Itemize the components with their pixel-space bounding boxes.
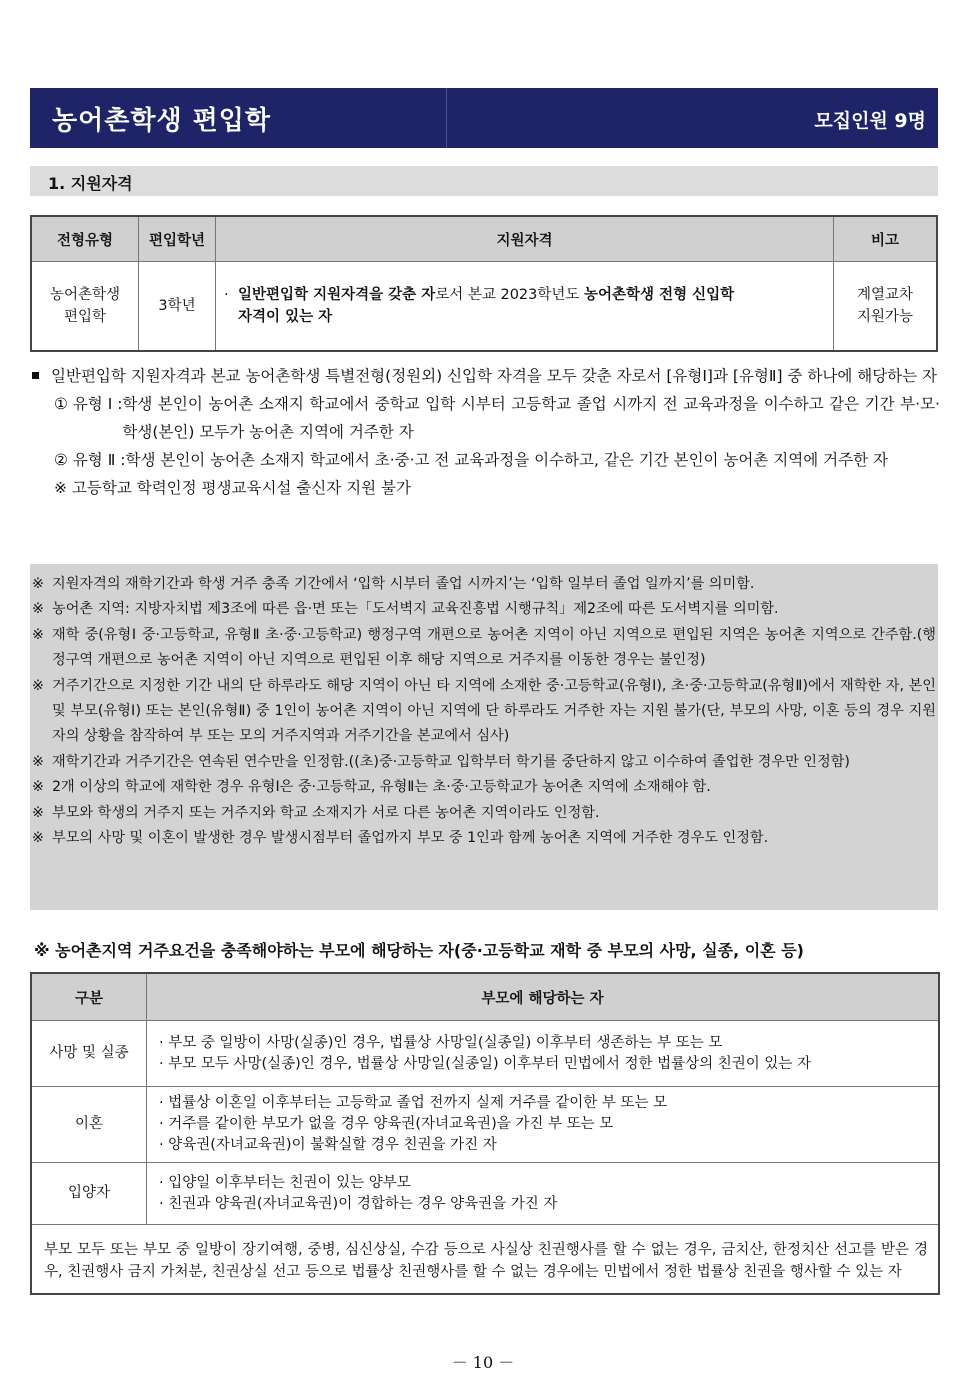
note-item	[30, 674, 936, 750]
table-header-row	[31, 973, 939, 1021]
type2-label: ② 유형 Ⅱ :	[54, 451, 126, 469]
note-text: 재학 중(유형Ⅰ 중·고등학교, 유형Ⅱ 초·중·고등학교) 행정구역 개편으로 농어촌 지역이 아닌 지역으로 편입된 지역은 농어촌 지역으로 간주함.(행정구역 개편으로 농어촌 지역이 아닌 지역으로 편입된 이후 해당 지역으로 거주지를 이동한 경우는 불인정)	[52, 626, 936, 669]
quota-label: 모집인원 9명	[814, 110, 926, 132]
type2-text: 학생 본인이 농어촌 소재지 학교에서 초·중·고 전 교육과정을 이수하고, 같은 기간 본인이 농어촌 지역에 거주한 자	[125, 451, 888, 469]
page-number: － 10 －	[451, 1353, 515, 1372]
eligibility-table	[30, 215, 938, 352]
remarks-line: 계열교차	[856, 287, 914, 303]
note-item	[30, 750, 936, 775]
qual-bold: 자격이 있는 자	[238, 309, 333, 325]
qualification-text	[224, 284, 832, 328]
table-footer-row	[31, 1225, 939, 1295]
note-text: 부모의 사망 및 이혼이 발생한 경우 발생시점부터 졸업까지 부모 중 1인과 함께 농어촌 지역에 거주한 경우도 인정함.	[52, 830, 769, 847]
type1-text: 학생 본인이 농어촌 소재지 학교에서 중학교 입학 시부터 고등학교 졸업 시까지 전 교육과정을 이수하고 같은 기간 부·모·학생(본인) 모두가 농어촌 지역에 거주한 자	[122, 395, 940, 441]
items-cell	[147, 1087, 940, 1163]
col-header-type: 전형유형	[31, 216, 139, 262]
list-item: · 법률상 이혼일 이후부터는 고등학교 졸업 전까지 실제 거주를 같이한 부 또는 모	[159, 1095, 668, 1111]
table-row	[31, 1021, 939, 1087]
note-item	[30, 775, 936, 800]
square-bullet-icon	[32, 372, 39, 379]
note-mark: ※	[32, 830, 44, 847]
note-text: 거주기간으로 지정한 기간 내의 단 하루라도 해당 지역이 아닌 타 지역에 소재한 중·고등학교(유형Ⅰ), 초·중·고등학교(유형Ⅱ)에서 재학한 자, 본인 및 부모(유형Ⅰ) 또는 본인(유형Ⅱ) 중 1인이 농어촌 지역이 아닌 지역에 단 하루라도 거주한 자는 지원 불가(단, 부모의 사망, 이혼 등의 경우 지원자의 상황을 참작하여 부 또는 모의 거주지역과 거주기간을 본교에서 심사)	[52, 677, 936, 745]
col-header-qualification: 지원자격	[216, 216, 834, 262]
page-header	[30, 88, 938, 148]
category-cell: 사망 및 실종	[31, 1021, 147, 1087]
bullet: ·	[224, 287, 229, 303]
note-item	[30, 572, 936, 597]
cell-grade: 3학년	[139, 262, 216, 352]
category-cell: 이혼	[31, 1087, 147, 1163]
list-item: · 부모 모두 사망(실종)인 경우, 법률상 사망일(실종일) 이후부터 민법에서 정한 법률상의 친권이 있는 자	[159, 1055, 812, 1072]
eligibility-description	[30, 362, 940, 502]
section2-title: ※ 농어촌지역 거주요건을 충족해야하는 부모에 해당하는 자(중·고등학교 재학 중 부모의 사망, 실종, 이혼 등)	[34, 941, 804, 960]
list-item: · 거주를 같이한 부모가 없을 경우 양육권(자녀교육권)을 가진 부 또는 모	[159, 1116, 614, 1132]
note-mark: ※	[32, 576, 44, 592]
note-text: 재학기간과 거주기간은 연속된 연수만을 인정함.((초)중·고등학교 입학부터 학기를 중단하지 않고 이수하여 졸업한 경우만 인정함)	[52, 753, 850, 770]
col-header-category: 구분	[31, 973, 147, 1021]
note-text: 지원자격의 재학기간과 학생 거주 충족 기간에서 ‘입학 시부터 졸업 시까지’는 ‘입학 일부터 졸업 일까지’를 의미함.	[52, 576, 755, 592]
page-title: 농어촌학생 편입학	[52, 106, 271, 136]
footer-cell: 부모 모두 또는 부모 중 일방이 장기여행, 중병, 심신상실, 수감 등으로 사실상 친권행사를 할 수 없는 경우, 금치산, 한정치산 선고를 받은 경우, 친권행사 금지 가처분, 친권상실 선고 등으로 법률상 친권행사를 할 수 없는 경우에는 민법에서 정한 법률상 친권을 행사할 수 있는 자	[31, 1225, 939, 1295]
list-item: · 양육권(자녀교육권)이 불확실할 경우 친권을 가진 자	[159, 1137, 497, 1153]
qual-plain: 로서 본교 2023학년도	[435, 287, 585, 303]
note-item	[30, 597, 936, 622]
note-text: 부모와 학생의 거주지 또는 거주지와 학교 소재지가 서로 다른 농어촌 지역이라도 인정함.	[52, 804, 600, 821]
table-row	[31, 1087, 939, 1163]
note-item	[30, 826, 936, 851]
list-item: · 친권과 양육권(자녀교육권)이 경합하는 경우 양육권을 가진 자	[159, 1195, 558, 1212]
col-header-remarks: 비고	[834, 216, 938, 262]
note-mark: ※	[32, 677, 44, 694]
note-text: 2개 이상의 학교에 재학한 경우 유형Ⅰ은 중·고등학교, 유형Ⅱ는 초·중·고등학교가 농어촌 지역에 소재해야 함.	[52, 779, 711, 796]
notes-list	[30, 572, 936, 851]
note-mark: ※	[32, 626, 44, 643]
items-cell	[147, 1021, 940, 1087]
exclusion-note: ※ 고등학교 학력인정 평생교육시설 출신자 지원 불가	[54, 479, 411, 497]
qual-bold: 농어촌학생 전형 신입학	[584, 287, 735, 303]
items-cell	[147, 1163, 940, 1225]
cell-remarks	[834, 262, 938, 352]
intro-text: 일반편입학 지원자격과 본교 농어촌학생 특별전형(정원외) 신입학 자격을 모두 갖춘 자로서 [유형Ⅰ]과 [유형Ⅱ] 중 하나에 해당하는 자	[51, 367, 938, 385]
category-cell: 입양자	[31, 1163, 147, 1225]
cell-type	[31, 262, 139, 352]
type2-item	[30, 446, 940, 474]
note-mark: ※	[32, 804, 44, 821]
remarks-line: 지원가능	[856, 309, 914, 325]
note-item	[30, 801, 936, 826]
intro-paragraph	[30, 362, 940, 390]
section-title-bar	[30, 166, 938, 196]
note-mark: ※	[32, 753, 44, 770]
header-divider	[446, 88, 447, 148]
table-row	[31, 1163, 939, 1225]
type1-item	[30, 390, 940, 446]
table-header-row	[31, 216, 937, 262]
qual-bold: 일반편입학 지원자격을 갖춘 자	[238, 287, 436, 303]
section-title: 1. 지원자격	[48, 174, 133, 193]
list-item: · 부모 중 일방이 사망(실종)인 경우, 법률상 사망일(실종일) 이후부터 생존하는 부 또는 모	[159, 1034, 723, 1051]
note-text: 농어촌 지역: 지방자치법 제3조에 따른 읍·면 또는「도서벽지 교육진흥법 시행규칙」제2조에 따른 도서벽지를 의미함.	[52, 601, 779, 618]
cell-qualification	[216, 262, 834, 352]
col-header-parent: 부모에 해당하는 자	[147, 973, 940, 1021]
col-header-grade: 편입학년	[139, 216, 216, 262]
type-line: 농어촌학생	[49, 287, 121, 303]
note-mark: ※	[32, 601, 44, 618]
note-item	[30, 623, 936, 674]
list-item: · 입양일 이후부터는 친권이 있는 양부모	[159, 1174, 411, 1191]
type-line: 편입학	[63, 309, 107, 325]
table-row	[31, 262, 937, 352]
note-mark: ※	[32, 779, 44, 796]
parents-table	[30, 972, 940, 1295]
type1-label: ① 유형 Ⅰ :	[54, 395, 123, 413]
